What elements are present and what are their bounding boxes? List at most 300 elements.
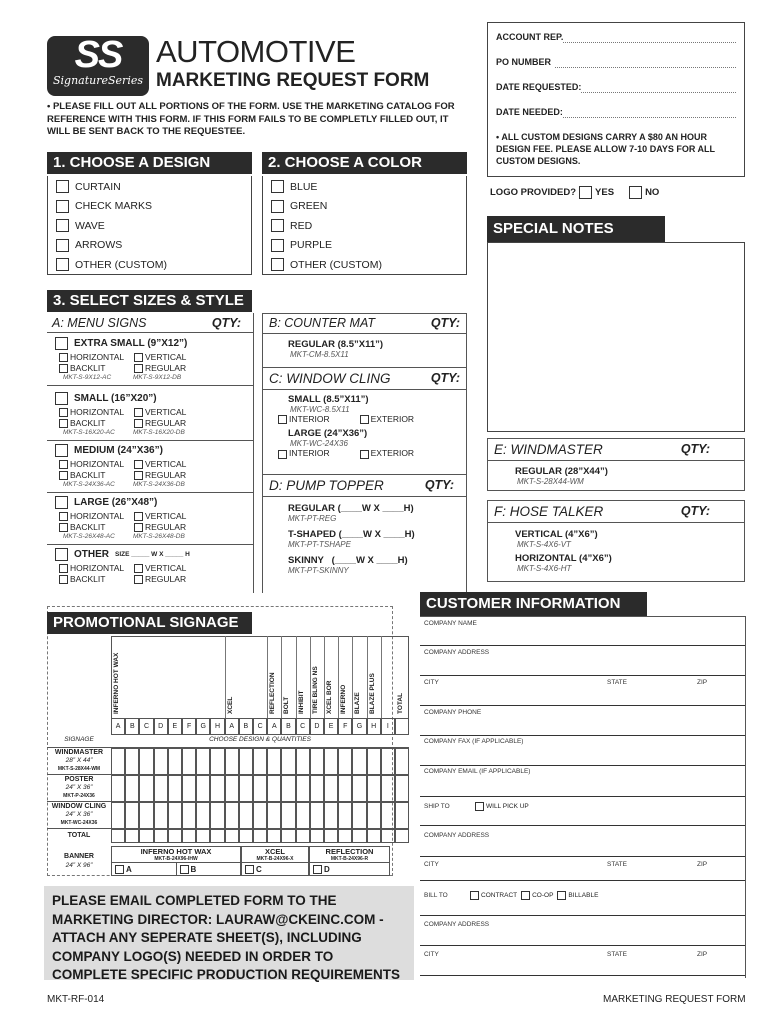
promo-column-divider [310, 636, 311, 718]
logo-no-checkbox[interactable] [629, 186, 642, 199]
promo-column-divider [281, 636, 282, 718]
menu-other-option[interactable] [47, 548, 254, 561]
checkbox[interactable] [278, 450, 287, 459]
promo-row-size: 24” X 36” [65, 784, 93, 791]
menu-code-db: MKT-S-24X36-DB [133, 481, 185, 488]
counter-item-label: REGULAR (8.5”X11”) [288, 339, 384, 350]
company-address-3-label: COMPANY ADDRESS [424, 921, 490, 928]
menu-style-regular[interactable] [134, 418, 214, 429]
city-label: CITY [424, 679, 439, 686]
page-subtitle: MARKETING REQUEST FORM [156, 70, 430, 91]
color-option[interactable] [263, 236, 466, 256]
option-label: WAVE [75, 219, 105, 232]
design-option[interactable] [48, 197, 251, 217]
promo-row-label [47, 802, 111, 829]
promo-total-cell[interactable] [267, 829, 281, 843]
promo-qty-cell[interactable] [367, 748, 381, 775]
promo-letter-cell: C [139, 718, 153, 735]
promo-letter-cell: E [324, 718, 338, 735]
menu-other-regular[interactable] [134, 574, 214, 585]
date-needed-field[interactable] [563, 107, 736, 118]
promo-qty-cell[interactable] [395, 748, 409, 775]
promo-letter-cell: F [338, 718, 352, 735]
option-label: GREEN [290, 200, 328, 213]
counter-mat-section [262, 313, 467, 368]
promo-total-cell[interactable] [296, 829, 310, 843]
hose-talker-title: F: HOSE TALKER [494, 504, 604, 519]
menu-codes [47, 373, 254, 381]
promo-row-label [47, 748, 111, 775]
promo-row-name: POSTER [64, 776, 94, 783]
date-requested-field[interactable] [581, 82, 736, 93]
po-number-field[interactable] [555, 57, 736, 68]
promo-qty-cell[interactable] [168, 802, 182, 829]
instructions: • PLEASE FILL OUT ALL PORTIONS OF THE FORM. USE THE MARKETING CATALOG FOR REFERENCE WITH THIS FORM. IF THIS FORM FAILS TO BE COMPLETLY FILLED OUT, IT WILL BE SENT BACK TO THE REQUESTEE. [47, 101, 455, 137]
cling-large-interior[interactable] [278, 448, 330, 458]
promo-row-size: 24” X 36” [65, 811, 93, 818]
promo-total-cell[interactable] [182, 829, 196, 843]
promo-qty-cell[interactable] [111, 748, 125, 775]
promo-total-cell[interactable] [381, 829, 395, 843]
promo-total-cell[interactable] [139, 829, 153, 843]
checkbox[interactable] [59, 364, 68, 373]
company-name-field[interactable] [420, 620, 745, 646]
company-fax-label: COMPANY FAX (IF APPLICABLE) [424, 738, 524, 745]
promo-qty-cell[interactable] [139, 748, 153, 775]
state-label: STATE [607, 951, 627, 958]
account-rep-field[interactable] [563, 32, 736, 43]
banner-choice-letter: A [126, 865, 132, 874]
checkbox[interactable] [134, 523, 143, 532]
checkbox[interactable] [360, 415, 369, 424]
pump-topper-title: D: PUMP TOPPER [269, 478, 384, 493]
checkbox[interactable] [278, 415, 287, 424]
windmaster-section [487, 438, 745, 491]
banner-choice[interactable] [112, 863, 177, 876]
cling-small-interior[interactable] [278, 414, 330, 424]
logo-yes-label: YES [595, 187, 615, 198]
email-note: PLEASE EMAIL COMPLETED FORM TO THE MARKETING DIRECTOR: LAURAW@CKEINC.COM -ATTACH ANY SEPERATE SHEET(S), INCLUDING COMPANY LOGO(S) NEEDED IN ORDER TO COMPLETE SPECIFIC PRODUCTION REQUIREMENTS [52, 893, 401, 982]
promo-column-divider [352, 636, 353, 718]
company-fax-field[interactable] [420, 738, 745, 766]
menu-style-vertical[interactable] [134, 459, 214, 470]
banner-choice[interactable] [177, 863, 241, 876]
special-notes-area[interactable] [487, 242, 745, 432]
menu-other-horizontal[interactable] [59, 563, 134, 574]
design-option[interactable] [48, 177, 251, 197]
option-label: BACKLIT [70, 417, 106, 428]
bill-to-field[interactable] [420, 888, 745, 916]
checkbox[interactable] [271, 219, 284, 232]
city-state-zip-field[interactable] [420, 861, 745, 881]
promo-column-divider [324, 636, 325, 718]
page-title: AUTOMOTIVE [156, 34, 356, 69]
menu-code-db: MKT-S-26X48-DB [133, 533, 185, 540]
promo-qty-cell[interactable] [324, 802, 338, 829]
menu-style-backlit[interactable] [59, 522, 134, 533]
banner-choices [310, 863, 389, 876]
checkbox[interactable] [59, 575, 68, 584]
promo-total-cell[interactable] [310, 829, 324, 843]
option-label: BACKLIT [70, 469, 106, 480]
promo-letter-cell: D [310, 718, 324, 735]
menu-size-row [47, 334, 254, 386]
promo-qty-cell[interactable] [267, 802, 281, 829]
promo-letter-cell: G [352, 718, 366, 735]
promo-qty-cell[interactable] [253, 802, 267, 829]
promo-qty-cell[interactable] [225, 802, 239, 829]
menu-size-option[interactable] [47, 441, 254, 457]
promo-column-name: XCEL BOR [326, 680, 333, 714]
color-option[interactable] [263, 197, 466, 217]
checkbox[interactable] [180, 865, 189, 874]
promo-letter-cell: I [381, 718, 395, 735]
banner-choice[interactable] [310, 863, 389, 876]
promo-qty-cell[interactable] [239, 802, 253, 829]
promo-qty-cell[interactable] [352, 775, 366, 802]
checkbox[interactable] [55, 392, 68, 405]
menu-style-vertical[interactable] [134, 352, 214, 363]
checkbox[interactable] [59, 564, 68, 573]
promo-qty-cell[interactable] [310, 748, 324, 775]
pump-skinny-label: SKINNY (____W X ____H) [288, 555, 408, 566]
window-cling-title: C: WINDOW CLING [269, 371, 391, 386]
menu-code-ac: MKT-S-24X36-AC [63, 481, 115, 488]
checkbox[interactable] [134, 364, 143, 373]
checkbox[interactable] [56, 258, 69, 271]
company-email-field[interactable] [420, 768, 745, 797]
checkbox[interactable] [115, 865, 124, 874]
menu-other-label: OTHER [74, 549, 109, 560]
promo-letter-cell: G [196, 718, 210, 735]
cling-large-label: LARGE (24”X36”) [288, 428, 368, 440]
company-phone-label: COMPANY PHONE [424, 709, 482, 716]
promo-total-cell[interactable] [196, 829, 210, 843]
form-name: MARKETING REQUEST FORM [603, 994, 746, 1005]
promo-qty-cell[interactable] [182, 775, 196, 802]
promo-qty-cell[interactable] [267, 775, 281, 802]
checkbox[interactable] [134, 564, 143, 573]
checkbox[interactable] [271, 200, 284, 213]
promo-qty-cell[interactable] [196, 802, 210, 829]
menu-code-ac: MKT-S-16X20-AC [63, 429, 115, 436]
promo-qty-cell[interactable] [182, 802, 196, 829]
promo-total-cell[interactable] [210, 829, 224, 843]
option-label: OTHER (CUSTOM) [290, 258, 382, 271]
checkbox[interactable] [59, 419, 68, 428]
promo-total-cell[interactable] [225, 829, 239, 843]
ship-to-label: SHIP TO [424, 803, 450, 810]
date-requested-label: DATE REQUESTED: [496, 82, 582, 92]
promo-qty-cell[interactable] [324, 748, 338, 775]
checkbox[interactable] [245, 865, 254, 874]
promo-qty-cell[interactable] [154, 775, 168, 802]
promo-total-cell[interactable] [352, 829, 366, 843]
checkbox[interactable] [55, 444, 68, 457]
design-option[interactable] [48, 255, 251, 275]
counter-qty-label: QTY: [430, 316, 460, 330]
checkbox[interactable] [59, 512, 68, 521]
checkbox[interactable] [59, 523, 68, 532]
custom-design-note: • ALL CUSTOM DESIGNS CARRY A $80 AN HOUR DESIGN FEE. PLEASE ALLOW 7-10 DAYS FOR ALL CUSTOM DESIGNS. [496, 132, 715, 166]
promo-total-cell[interactable] [168, 829, 182, 843]
zip-label: ZIP [697, 951, 708, 958]
promo-qty-cell[interactable] [253, 775, 267, 802]
checkbox[interactable] [55, 548, 68, 561]
promo-qty-cell[interactable] [210, 775, 224, 802]
promo-column-name: REFLECTION [269, 672, 277, 714]
promo-qty-cell[interactable] [381, 748, 395, 775]
company-address-2-field[interactable] [420, 832, 745, 857]
promo-qty-cell[interactable] [111, 775, 125, 802]
company-phone-field[interactable] [420, 709, 745, 736]
menu-size-label: MEDIUM (24”X36”) [74, 445, 163, 456]
logo-no-label: NO [645, 187, 660, 198]
logo-yes-checkbox[interactable] [579, 186, 592, 199]
checkbox[interactable] [271, 180, 284, 193]
city-state-zip-field[interactable] [420, 951, 745, 976]
company-address-field[interactable] [420, 649, 745, 676]
checkbox[interactable] [271, 258, 284, 271]
menu-other-backlit[interactable] [59, 574, 134, 585]
promo-letter-cell: A [225, 718, 239, 735]
promo-column-divider [267, 636, 268, 718]
promo-qty-cell[interactable] [225, 775, 239, 802]
bill-billable-label: BILLABLE [568, 892, 599, 900]
hose-horizontal-code: MKT-S-4X6-HT [517, 564, 572, 573]
promo-total-cell[interactable] [324, 829, 338, 843]
promo-qty-cell[interactable] [182, 748, 196, 775]
option-label: VERTICAL [145, 459, 187, 469]
promo-qty-cell[interactable] [338, 775, 352, 802]
checkbox[interactable] [134, 353, 143, 362]
banner-option [309, 846, 390, 876]
promo-qty-cell[interactable] [111, 802, 125, 829]
menu-size-option[interactable] [47, 389, 254, 405]
company-address-3-field[interactable] [420, 921, 745, 946]
promo-qty-cell[interactable] [281, 802, 295, 829]
windmaster-item-label: REGULAR (28”X44”) [515, 466, 608, 477]
promo-qty-cell[interactable] [381, 775, 395, 802]
checkbox[interactable] [56, 239, 69, 252]
promo-column-name: TOTAL [397, 692, 404, 714]
company-name-label: COMPANY NAME [424, 620, 477, 627]
color-option[interactable] [263, 177, 466, 197]
promo-total-cell[interactable] [239, 829, 253, 843]
menu-qty-label: QTY: [211, 316, 241, 330]
option-label: BLUE [290, 180, 318, 193]
design-option[interactable] [48, 216, 251, 236]
option-label: HORIZONTAL [70, 407, 125, 417]
checkbox[interactable] [56, 200, 69, 213]
menu-size-option[interactable] [47, 493, 254, 509]
promo-qty-cell[interactable] [296, 802, 310, 829]
menu-other-vertical[interactable] [134, 563, 214, 574]
company-address-label: COMPANY ADDRESS [424, 649, 490, 656]
promo-qty-cell[interactable] [125, 802, 139, 829]
checkbox[interactable] [134, 460, 143, 469]
promo-letter-cell: B [125, 718, 139, 735]
option-label: INTERIOR [289, 414, 330, 424]
checkbox[interactable] [59, 353, 68, 362]
promo-column-header-area [111, 636, 409, 718]
option-label: HORIZONTAL [70, 459, 125, 469]
promo-qty-cell[interactable] [352, 748, 366, 775]
checkbox[interactable] [134, 471, 143, 480]
promo-qty-cell[interactable] [239, 748, 253, 775]
menu-style-backlit[interactable] [59, 418, 134, 429]
menu-style-regular[interactable] [134, 470, 214, 481]
promo-qty-cell[interactable] [196, 775, 210, 802]
promo-qty-cell[interactable] [381, 802, 395, 829]
logo-script: SignatureSeries [53, 74, 143, 87]
promo-qty-cell[interactable] [367, 775, 381, 802]
checkbox[interactable] [59, 471, 68, 480]
checkbox[interactable] [56, 180, 69, 193]
menu-style-regular[interactable] [134, 363, 214, 374]
promo-qty-cell[interactable] [139, 802, 153, 829]
promo-qty-cell[interactable] [154, 802, 168, 829]
option-label: VERTICAL [145, 352, 187, 362]
promo-qty-cell[interactable] [324, 775, 338, 802]
promo-qty-cell[interactable] [310, 802, 324, 829]
banner-choice[interactable] [242, 863, 308, 876]
promo-qty-cell[interactable] [352, 802, 366, 829]
promo-letter-cell: A [111, 718, 125, 735]
checkbox[interactable] [59, 460, 68, 469]
checkbox[interactable] [55, 496, 68, 509]
promo-qty-cell[interactable] [225, 748, 239, 775]
promo-total-cell[interactable] [253, 829, 267, 843]
menu-style-horizontal[interactable] [59, 459, 134, 470]
option-label: VERTICAL [145, 511, 187, 521]
promo-choose-label: CHOOSE DESIGN & QUANTITIES [111, 736, 409, 748]
menu-size-label: SMALL (16”X20”) [74, 393, 157, 404]
menu-style-horizontal[interactable] [59, 511, 134, 522]
account-rep-label: ACCOUNT REP. [496, 32, 564, 42]
menu-style-horizontal[interactable] [59, 407, 134, 418]
zip-label: ZIP [697, 679, 708, 686]
promo-qty-cell[interactable] [125, 775, 139, 802]
promo-total-letter-cell [395, 718, 409, 735]
promo-row-label [47, 775, 111, 802]
cling-large-exterior[interactable] [360, 448, 414, 458]
promo-total-cell[interactable] [338, 829, 352, 843]
promo-qty-cell[interactable] [310, 775, 324, 802]
promo-total-cell[interactable] [154, 829, 168, 843]
option-label: OTHER (CUSTOM) [75, 258, 167, 271]
pump-regular-label: REGULAR (____W X ____H) [288, 503, 414, 514]
promo-qty-cell[interactable] [253, 748, 267, 775]
checkbox[interactable] [360, 450, 369, 459]
design-option[interactable] [48, 236, 251, 256]
po-number-label: PO NUMBER [496, 57, 552, 67]
promo-qty-cell[interactable] [210, 748, 224, 775]
promo-column-divider [381, 636, 382, 718]
checkbox[interactable] [134, 408, 143, 417]
bill-coop-label: CO-OP [532, 892, 554, 900]
promo-qty-cell[interactable] [296, 775, 310, 802]
ship-to-field[interactable] [420, 800, 745, 826]
option-label: PURPLE [290, 239, 333, 252]
promo-qty-cell[interactable] [210, 802, 224, 829]
menu-style-regular[interactable] [134, 522, 214, 533]
city-label: CITY [424, 861, 439, 868]
checkbox[interactable] [271, 239, 284, 252]
promo-qty-cell[interactable] [168, 748, 182, 775]
promo-qty-cell[interactable] [168, 775, 182, 802]
bill-contract-label: CONTRACT [481, 892, 518, 900]
city-state-zip-field[interactable] [420, 679, 745, 706]
banner-option-name: INFERNO HOT WAX [140, 847, 212, 856]
promo-column-name: BLAZE [354, 692, 362, 714]
checkbox[interactable] [313, 865, 322, 874]
promo-qty-cell[interactable] [154, 748, 168, 775]
promo-qty-cell[interactable] [395, 775, 409, 802]
color-option[interactable] [263, 255, 466, 275]
menu-size-option[interactable] [47, 334, 254, 350]
checkbox[interactable] [59, 408, 68, 417]
cling-small-exterior[interactable] [360, 414, 414, 424]
promo-qty-cell[interactable] [367, 802, 381, 829]
promo-qty-cell[interactable] [139, 775, 153, 802]
promo-qty-cell[interactable] [125, 748, 139, 775]
menu-style-backlit[interactable] [59, 470, 134, 481]
option-label: HORIZONTAL [70, 563, 125, 573]
promo-row-code: MKT-S-28X44-WM [57, 766, 101, 772]
menu-style-options [47, 405, 254, 428]
checkbox[interactable] [134, 419, 143, 428]
banner-option-code: MKT-B-24X96-IHW [112, 856, 240, 863]
promo-qty-cell[interactable] [395, 802, 409, 829]
city-label: CITY [424, 951, 439, 958]
promo-qty-cell[interactable] [338, 802, 352, 829]
promo-qty-cell[interactable] [196, 748, 210, 775]
menu-style-backlit[interactable] [59, 363, 134, 374]
promo-column-name: BLAZE PLUS [368, 673, 376, 714]
checkbox[interactable] [134, 575, 143, 584]
promo-column-divider [338, 636, 339, 718]
promo-total-cell[interactable] [395, 829, 409, 843]
color-option[interactable] [263, 216, 466, 236]
menu-other-style [47, 561, 254, 584]
promo-qty-cell[interactable] [296, 748, 310, 775]
cling-small-code: MKT-WC-8.5X11 [290, 405, 350, 414]
promo-total-cell[interactable] [367, 829, 381, 843]
menu-style-vertical[interactable] [134, 407, 214, 418]
will-pick-up-label: WILL PICK UP [486, 803, 529, 811]
menu-size-row [47, 493, 254, 545]
promo-qty-cell[interactable] [281, 775, 295, 802]
brand-logo [47, 36, 149, 96]
promo-total-cell[interactable] [111, 829, 125, 843]
banner-option [241, 846, 309, 876]
promo-column-name: INFERNO [340, 684, 348, 714]
promo-qty-cell[interactable] [239, 775, 253, 802]
menu-style-horizontal[interactable] [59, 352, 134, 363]
promo-qty-cell[interactable] [281, 748, 295, 775]
promo-row-name: WINDOW CLING [51, 803, 107, 810]
promo-signage-label: SIGNAGE [47, 736, 111, 748]
promo-total-cell[interactable] [281, 829, 295, 843]
promo-qty-cell[interactable] [267, 748, 281, 775]
checkbox[interactable] [55, 337, 68, 350]
checkbox[interactable] [134, 512, 143, 521]
checkbox[interactable] [56, 219, 69, 232]
promo-qty-cell[interactable] [338, 748, 352, 775]
promo-total-cell[interactable] [125, 829, 139, 843]
menu-style-vertical[interactable] [134, 511, 214, 522]
